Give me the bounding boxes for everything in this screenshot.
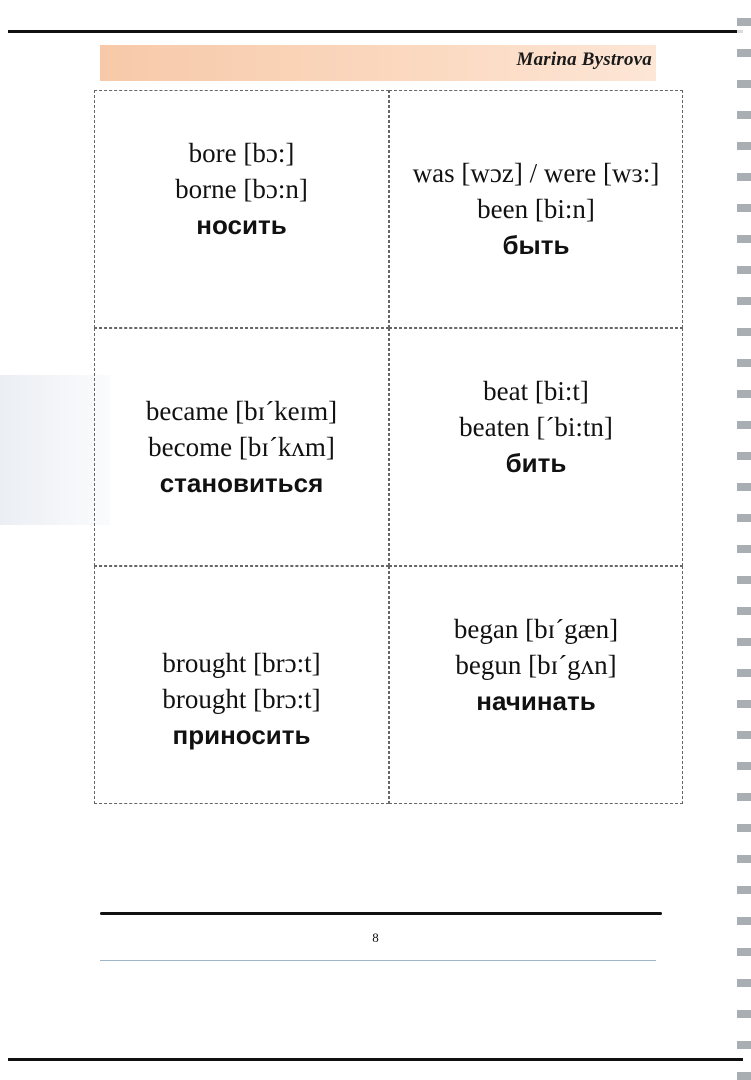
verb-form: became [bɪˊkeɪm] xyxy=(145,396,338,426)
bottom-border-rule xyxy=(8,1058,743,1061)
page-number: 8 xyxy=(372,930,379,945)
footer-thin-line xyxy=(100,960,656,961)
verb-form: brought [brɔ:t] xyxy=(162,648,321,678)
verb-form: borne [bɔ:n] xyxy=(175,174,308,204)
flashcard xyxy=(389,328,683,566)
verb-translation: приносить xyxy=(172,720,311,750)
verb-translation: быть xyxy=(502,230,570,260)
spiral-binding xyxy=(737,0,751,1080)
card-content xyxy=(454,611,618,719)
author-name: Marina Bystrova xyxy=(516,49,652,70)
card-content xyxy=(175,135,308,243)
verb-form: began [bɪˊgæn] xyxy=(453,614,619,644)
card-content xyxy=(413,155,660,263)
verb-form: was [wɔz] / were [wɜ:] xyxy=(412,158,660,188)
flashcard xyxy=(94,90,389,328)
flashcard xyxy=(94,328,389,566)
verb-translation: носить xyxy=(196,210,287,240)
verb-form: brought [brɔ:t] xyxy=(162,684,321,714)
flashcard xyxy=(94,566,389,804)
verb-form: been [bi:n] xyxy=(477,194,595,224)
flashcard xyxy=(389,566,683,804)
card-content xyxy=(162,645,320,753)
verb-translation: бить xyxy=(505,448,567,478)
verb-form: begun [bɪˊgʌn] xyxy=(455,650,617,680)
flashcard-grid xyxy=(94,90,683,804)
verb-translation: становиться xyxy=(159,468,324,498)
flashcard xyxy=(389,90,683,328)
card-content xyxy=(459,373,613,481)
verb-form: beaten [ˊbi:tn] xyxy=(459,412,613,442)
verb-form: become [bɪˊkʌm] xyxy=(148,432,335,462)
verb-form: beat [bi:t] xyxy=(483,376,589,406)
footer-rule xyxy=(100,912,662,915)
verb-translation: начинать xyxy=(476,686,596,716)
top-border-rule xyxy=(8,30,743,33)
header-bar xyxy=(100,45,656,81)
verb-form: bore [bɔ:] xyxy=(188,138,295,168)
card-content xyxy=(146,393,337,501)
